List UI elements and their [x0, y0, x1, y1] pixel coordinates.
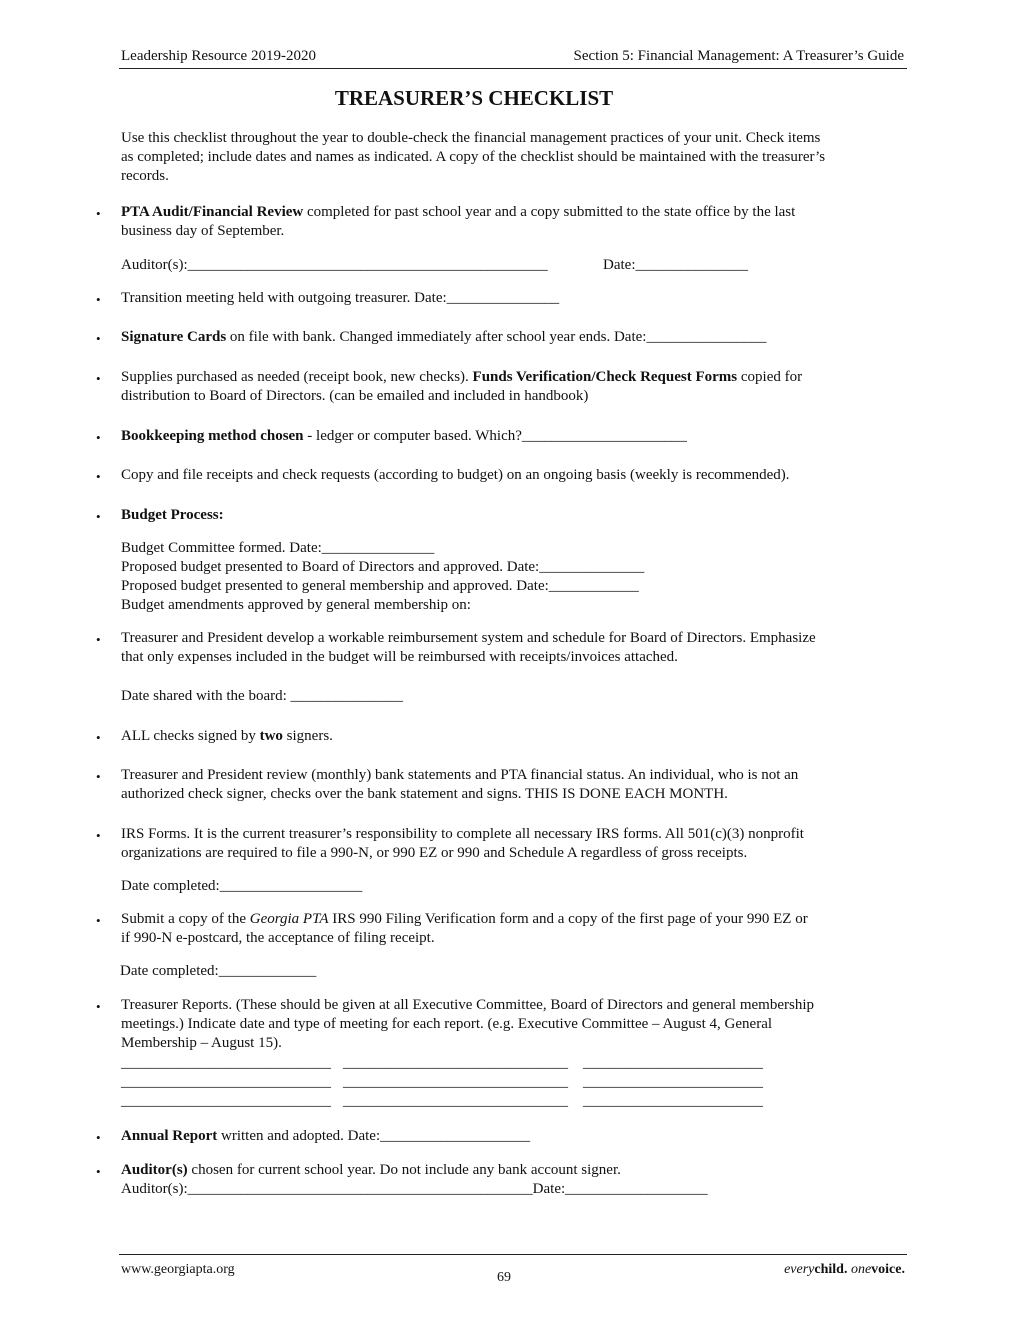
- item-auditor-bold: Auditor(s): [121, 1162, 188, 1178]
- bullet-icon: •: [96, 913, 101, 928]
- bullet-icon: •: [96, 469, 101, 484]
- item-supplies-line-2: distribution to Board of Directors. (can be emailed and included in handbook): [121, 388, 589, 404]
- item-submit-pre: Submit a copy of the: [121, 911, 250, 927]
- item-checks: [121, 727, 333, 746]
- report-blank-field[interactable]: ————————————: [583, 1079, 763, 1095]
- item-irs-line-2: organizations are required to file a 990-N, or 990 EZ or 990 and Schedule A regardless of gross receipts.: [121, 845, 748, 861]
- item-auditor-fields[interactable]: Auditor(s):______________________________________________Date:___________________: [121, 1181, 708, 1197]
- item-checks-post: signers.: [282, 728, 333, 744]
- item-budget-heading: Budget Process:: [121, 507, 224, 523]
- item-supplies-post: copied for: [737, 369, 803, 385]
- bullet-icon: •: [96, 730, 101, 745]
- bullet-icon: •: [96, 371, 101, 386]
- item-audit-date-field[interactable]: Date:_______________: [603, 257, 748, 273]
- item-reimbursement-line-2: that only expenses included in the budget will be reimbursed with receipts/invoices attached.: [121, 649, 678, 665]
- footer-website: www.georgiapta.org: [121, 1262, 235, 1277]
- bullet-icon: •: [96, 206, 101, 221]
- item-reports-line-1: Treasurer Reports. (These should be given at all Executive Committee, Board of Directors and general membership: [121, 997, 814, 1013]
- item-bookkeeping-bold: Bookkeeping method chosen: [121, 428, 304, 444]
- report-blank-field[interactable]: ————————————: [583, 1098, 763, 1114]
- report-blank-field[interactable]: ————————————: [583, 1060, 763, 1076]
- bullet-icon: •: [96, 509, 101, 524]
- intro-line-2: as completed; include dates and names as indicated. A copy of the checklist should be maintained with the treasurer’s: [121, 149, 826, 165]
- item-submit-line-1: [121, 910, 808, 929]
- item-reports-line-3: Membership – August 15).: [121, 1035, 282, 1051]
- report-blank-field[interactable]: ——————————————: [121, 1098, 331, 1114]
- header-left: Leadership Resource 2019-2020: [121, 48, 316, 64]
- item-audit-line-2: business day of September.: [121, 223, 285, 239]
- item-signature-text: on file with bank. Changed immediately after school year ends. Date:________________: [226, 329, 767, 345]
- budget-line-committee: Budget Committee formed. Date:_______________: [121, 540, 435, 556]
- item-reports-line-2: meetings.) Indicate date and type of meeting for each report. (e.g. Executive Committee – August 4, General: [121, 1016, 773, 1032]
- item-reimbursement-date-field[interactable]: Date shared with the board: _______________: [121, 688, 404, 704]
- budget-line-board: Proposed budget presented to Board of Directors and approved. Date:______________: [121, 559, 645, 575]
- report-blank-field[interactable]: ——————————————: [121, 1079, 331, 1095]
- bullet-icon: •: [96, 1130, 101, 1145]
- item-checks-bold: two: [259, 728, 283, 744]
- budget-line-membership: Proposed budget presented to general membership and approved. Date:____________: [121, 578, 639, 594]
- item-submit-post: IRS 990 Filing Verification form and a copy of the first page of your 990 EZ or: [328, 911, 808, 927]
- item-bookkeeping-text: - ledger or computer based. Which?______________________: [303, 428, 687, 444]
- bullet-icon: •: [96, 430, 101, 445]
- item-signature-bold: Signature Cards: [121, 329, 227, 345]
- bullet-icon: •: [96, 999, 101, 1014]
- report-blank-field[interactable]: ———————————————: [343, 1060, 568, 1076]
- budget-line-amendments: Budget amendments approved by general membership on:: [121, 597, 471, 613]
- item-annual-bold: Annual Report: [121, 1128, 218, 1144]
- bullet-icon: •: [96, 292, 101, 307]
- footer-tagline: everychild. onevoice.: [784, 1262, 905, 1277]
- intro-line-3: records.: [121, 168, 169, 184]
- item-audit-auditors-field[interactable]: Auditor(s):________________________________________________: [121, 257, 548, 273]
- item-submit-line-2: if 990-N e-postcard, the acceptance of filing receipt.: [121, 930, 435, 946]
- footer-divider: [119, 1254, 907, 1255]
- item-supplies-bold: Funds Verification/Check Request Forms: [472, 369, 738, 385]
- item-auditor-text: chosen for current school year. Do not include any bank account signer.: [187, 1162, 621, 1178]
- item-annual-text: written and adopted. Date:____________________: [217, 1128, 531, 1144]
- item-signature-cards: [121, 328, 766, 347]
- report-blank-field[interactable]: ———————————————: [343, 1079, 568, 1095]
- item-receipts: Copy and file receipts and check requests (according to budget) on an ongoing basis (weekly is recommended).: [121, 467, 790, 483]
- item-bookkeeping: [121, 427, 687, 446]
- item-submit-date-field[interactable]: Date completed:_____________: [120, 963, 317, 979]
- bullet-icon: •: [96, 769, 101, 784]
- report-blank-field[interactable]: ——————————————: [121, 1060, 331, 1076]
- item-supplies-pre: Supplies purchased as needed (receipt book, new checks).: [121, 369, 473, 385]
- bullet-icon: •: [96, 1164, 101, 1179]
- item-submit-italic: Georgia PTA: [249, 911, 329, 927]
- item-irs-line-1: IRS Forms. It is the current treasurer’s responsibility to complete all necessary IRS forms. All 501(c)(3) nonprofit: [121, 826, 804, 842]
- item-supplies-line-1: [121, 368, 802, 387]
- bullet-icon: •: [96, 331, 101, 346]
- item-audit-line-1: [121, 203, 795, 222]
- item-audit-text: completed for past school year and a copy submitted to the state office by the last: [303, 204, 796, 220]
- item-checks-pre: ALL checks signed by: [121, 728, 260, 744]
- page-title: TREASURER’S CHECKLIST: [334, 86, 614, 110]
- report-blank-field[interactable]: ———————————————: [343, 1098, 568, 1114]
- item-auditor-chosen: [121, 1161, 621, 1180]
- page-number: 69: [497, 1270, 511, 1285]
- item-transition: Transition meeting held with outgoing treasurer. Date:_______________: [121, 290, 560, 306]
- header-divider: [119, 68, 907, 69]
- item-irs-date-field[interactable]: Date completed:___________________: [121, 878, 363, 894]
- bullet-icon: •: [96, 828, 101, 843]
- item-review-line-2: authorized check signer, checks over the bank statement and signs. THIS IS DONE EACH MONTH.: [121, 786, 728, 802]
- header-right: Section 5: Financial Management: A Treasurer’s Guide: [573, 48, 904, 64]
- intro-line-1: Use this checklist throughout the year to double-check the financial management practices of your unit. Check items: [121, 130, 821, 146]
- item-audit-bold: PTA Audit/Financial Review: [121, 204, 304, 220]
- item-review-line-1: Treasurer and President review (monthly) bank statements and PTA financial status. An individual, who is not an: [121, 767, 799, 783]
- bullet-icon: •: [96, 632, 101, 647]
- item-annual-report: [121, 1127, 530, 1146]
- item-reimbursement-line-1: Treasurer and President develop a workable reimbursement system and schedule for Board of Directors. Emphasize: [121, 630, 816, 646]
